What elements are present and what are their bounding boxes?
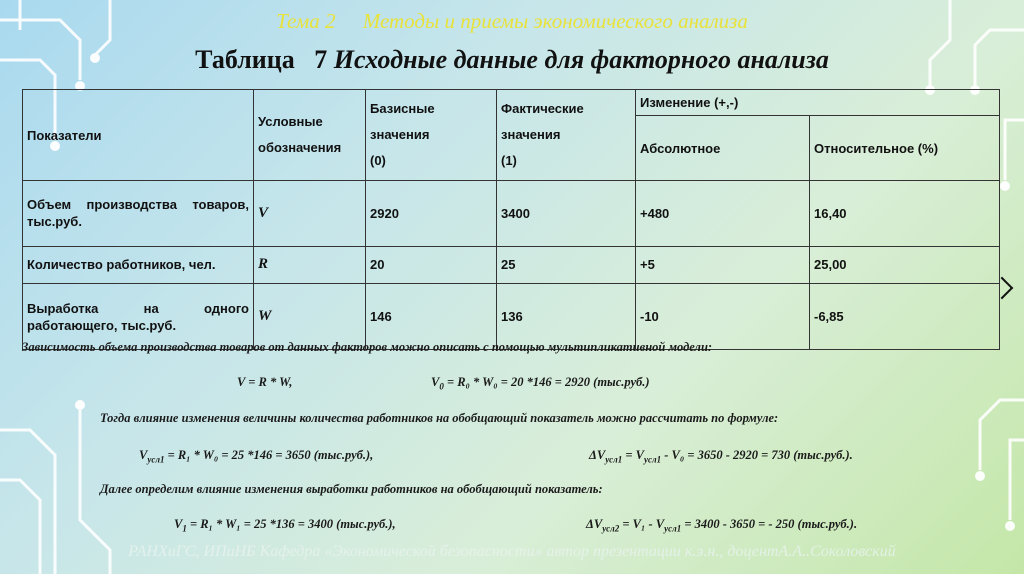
v0-expr: = R₀ * W₀ = 20 *146 = 2920 (тыс.руб.)	[446, 375, 650, 389]
vusl1-label: V	[139, 448, 148, 462]
row-symbol: R	[254, 246, 366, 283]
header-base	[366, 90, 497, 181]
row-symbol: V	[254, 181, 366, 247]
footer-credit: РАНХиГС, ИПиНБ Кафедра «Экономической безопасности» автор презентации к.э.н., доцентА.А..Соколовский	[128, 543, 896, 560]
v1-formula	[174, 517, 396, 534]
factor-data-table	[22, 89, 1000, 350]
v1-sub: 1	[182, 523, 187, 534]
row-abs: +5	[636, 246, 810, 283]
header-relative: Относительное (%)	[810, 116, 1000, 181]
model-formula: V = R * W,	[237, 375, 293, 389]
dvusl1-label: ΔV	[589, 448, 606, 462]
dvusl2-sub2: усл1	[664, 523, 682, 534]
row-rel: -6,85	[810, 284, 1000, 350]
dvusl2-formula	[586, 517, 857, 534]
topic-text: Методы и приемы экономического анализа	[362, 9, 748, 33]
header-base-line3: (0)	[370, 153, 386, 168]
row-rel: 25,00	[810, 246, 1000, 283]
row-base: 2920	[366, 181, 497, 247]
vusl1-expr: = R₁ * W₀ = 25 *146 = 3650 (тыс.руб.),	[167, 448, 374, 462]
header-indicators: Показатели	[23, 90, 254, 181]
row-base: 20	[366, 246, 497, 283]
row-abs: -10	[636, 284, 810, 350]
table-caption: Исходные данные для факторного анализа	[333, 45, 829, 74]
v1-label: V	[174, 517, 183, 531]
table-row	[23, 246, 1000, 283]
row-fact: 25	[497, 246, 636, 283]
header-symbols-line2: обозначения	[258, 140, 342, 155]
header-base-line2: значения	[370, 127, 430, 142]
vusl1-sub: усл1	[147, 454, 165, 465]
dvusl1-formula	[589, 448, 853, 465]
then-text: Тогда влияние изменения величины количества работников на обобщающий показатель можно рассчитать по формуле:	[100, 411, 779, 425]
dvusl1-eq: = V	[625, 448, 645, 462]
dvusl2-eq: = V₁ - V	[622, 517, 665, 531]
dvusl2-rest: = 3400 - 3650 = - 250 (тыс.руб.).	[684, 517, 858, 531]
table-number: Таблица 7	[195, 45, 328, 74]
row-name: Выработка на одного работающего, тыс.руб.	[23, 284, 254, 350]
further-text: Далее определим влияние изменения выработки работников на обобщающий показатель:	[100, 482, 603, 496]
v0-label: V	[431, 375, 440, 389]
table-row	[23, 181, 1000, 247]
header-symbols-line1: Условные	[258, 114, 323, 129]
header-symbols	[254, 90, 366, 181]
header-absolute: Абсолютное	[636, 116, 810, 181]
row-name: Количество работников, чел.	[23, 246, 254, 283]
header-base-line1: Базисные	[370, 101, 435, 116]
dvusl1-rest: - V₀ = 3650 - 2920 = 730 (тыс.руб.).	[664, 448, 853, 462]
row-fact: 136	[497, 284, 636, 350]
row-rel: 16,40	[810, 181, 1000, 247]
v0-sub: 0	[439, 381, 444, 392]
header-change: Изменение (+,-)	[636, 90, 1000, 116]
row-name: Объем производства товаров, тыс.руб.	[23, 181, 254, 247]
header-fact-line3: (1)	[501, 153, 517, 168]
header-fact-line2: значения	[501, 127, 561, 142]
v0-formula	[431, 375, 650, 392]
row-symbol: W	[254, 284, 366, 350]
intro-text: Зависимость объема производства товаров от данных факторов можно описать с помощью мультипликативной модели:	[22, 340, 713, 354]
topic-heading	[0, 9, 1024, 34]
row-base: 146	[366, 284, 497, 350]
dvusl2-label: ΔV	[586, 517, 603, 531]
topic-number: Тема 2	[276, 9, 336, 33]
header-fact	[497, 90, 636, 181]
row-fact: 3400	[497, 181, 636, 247]
vusl1-formula	[139, 448, 373, 465]
dvusl2-sub: усл2	[602, 523, 620, 534]
header-fact-line1: Фактические	[501, 101, 584, 116]
dvusl1-sub2: усл1	[644, 454, 662, 465]
row-abs: +480	[636, 181, 810, 247]
v1-expr: = R₁ * W₁ = 25 *136 = 3400 (тыс.руб.),	[189, 517, 396, 531]
page-title	[0, 45, 1024, 75]
dvusl1-sub: усл1	[605, 454, 623, 465]
